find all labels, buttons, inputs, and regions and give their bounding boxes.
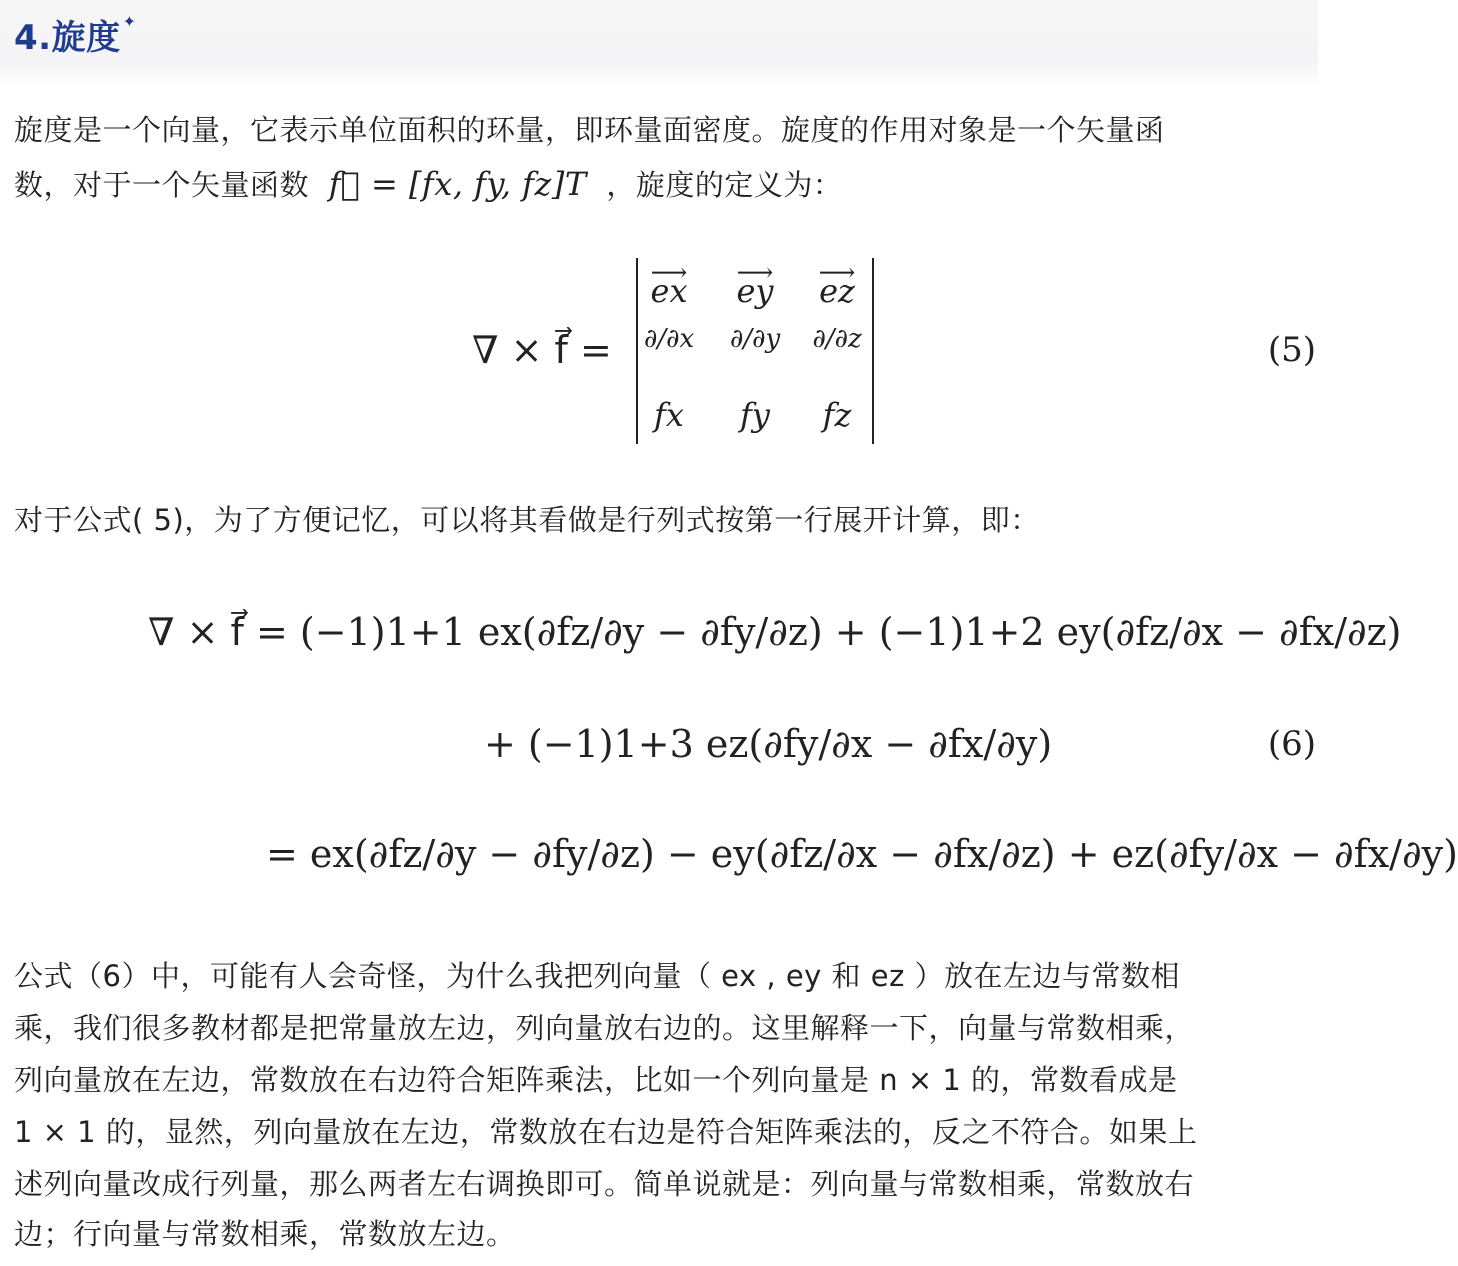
intro-line-1: 旋度是一个向量，它表示单位面积的环量，即环量面密度。旋度的作用对象是一个矢量函	[14, 113, 1165, 147]
para-3-line-5: 述列向量改成行列量，那么两者左右调换即可。简单说就是：列向量与常数相乘，常数放右	[14, 1167, 1195, 1201]
sparkle-icon: ✦	[122, 12, 137, 31]
para-3-line-2: 乘，我们很多教材都是把常量放左边，列向量放右边的。这里解释一下，向量与常数相乘，	[14, 1011, 1195, 1045]
det-cell-3-1: fx	[654, 396, 684, 434]
det-cell-1-3: ⟶ ez	[802, 272, 872, 310]
det-cell-3-2: fy	[740, 396, 770, 434]
equation-5-number: (5)	[1267, 330, 1316, 370]
para-3-line-4: 1 × 1 的，显然，列向量放在左边，常数放在右边是符合矩阵乘法的，反之不符合。如果上	[14, 1115, 1198, 1149]
equation-6-line-3: = ex(∂fz/∂y − ∂fy/∂z) − ey(∂fz/∂x − ∂fx/∂z) + ez(∂fy/∂x − ∂fx/∂y)	[266, 832, 1458, 876]
determinant-matrix	[636, 258, 874, 444]
section-title	[14, 10, 136, 59]
intro-line-2-suffix: ，旋度的定义为：	[606, 168, 843, 202]
section-header	[0, 0, 1318, 86]
para-3-line-1: 公式（6）中，可能有人会奇怪，为什么我把列向量（ ex , ey 和 ez ）放在左边与常数相	[14, 959, 1181, 993]
intro-line-2	[14, 158, 842, 211]
det-cell-2-2: ∂/∂y	[729, 324, 781, 354]
det-cell-1-1: ⟶ ex	[634, 272, 704, 310]
para-3-line-3: 列向量放在左边，常数放在右边符合矩阵乘法，比如一个列向量是 n × 1 的，常数看成是	[14, 1063, 1178, 1097]
equation-5-lhs: ∇ × f⃗ =	[472, 328, 612, 372]
intro-line-2-prefix: 数，对于一个矢量函数	[14, 168, 310, 202]
det-cell-1-2: ⟶ ey	[720, 272, 790, 310]
equation-6-line-1: ∇ × f⃗ = (−1)1+1 ex(∂fz/∂y − ∂fy/∂z) + (−1)1+2 ey(∂fz/∂x − ∂fx/∂z)	[148, 610, 1402, 654]
det-cell-3-3: fz	[822, 396, 852, 434]
equation-6-line-2: + (−1)1+3 ez(∂fy/∂x − ∂fx/∂y)	[484, 722, 1053, 766]
det-cell-2-1: ∂/∂x	[643, 324, 695, 354]
vector-function-definition: f⃗ = [fx, fy, fz]T	[328, 165, 587, 203]
det-cell-2-3: ∂/∂z	[812, 324, 862, 354]
para-3-line-6: 边；行向量与常数相乘，常数放左边。	[14, 1217, 516, 1251]
para-2: 对于公式( 5)，为了方便记忆，可以将其看做是行列式按第一行展开计算，即：	[14, 503, 1040, 537]
equation-6-number: (6)	[1267, 724, 1316, 764]
section-title-text: 4.旋度	[14, 18, 121, 58]
